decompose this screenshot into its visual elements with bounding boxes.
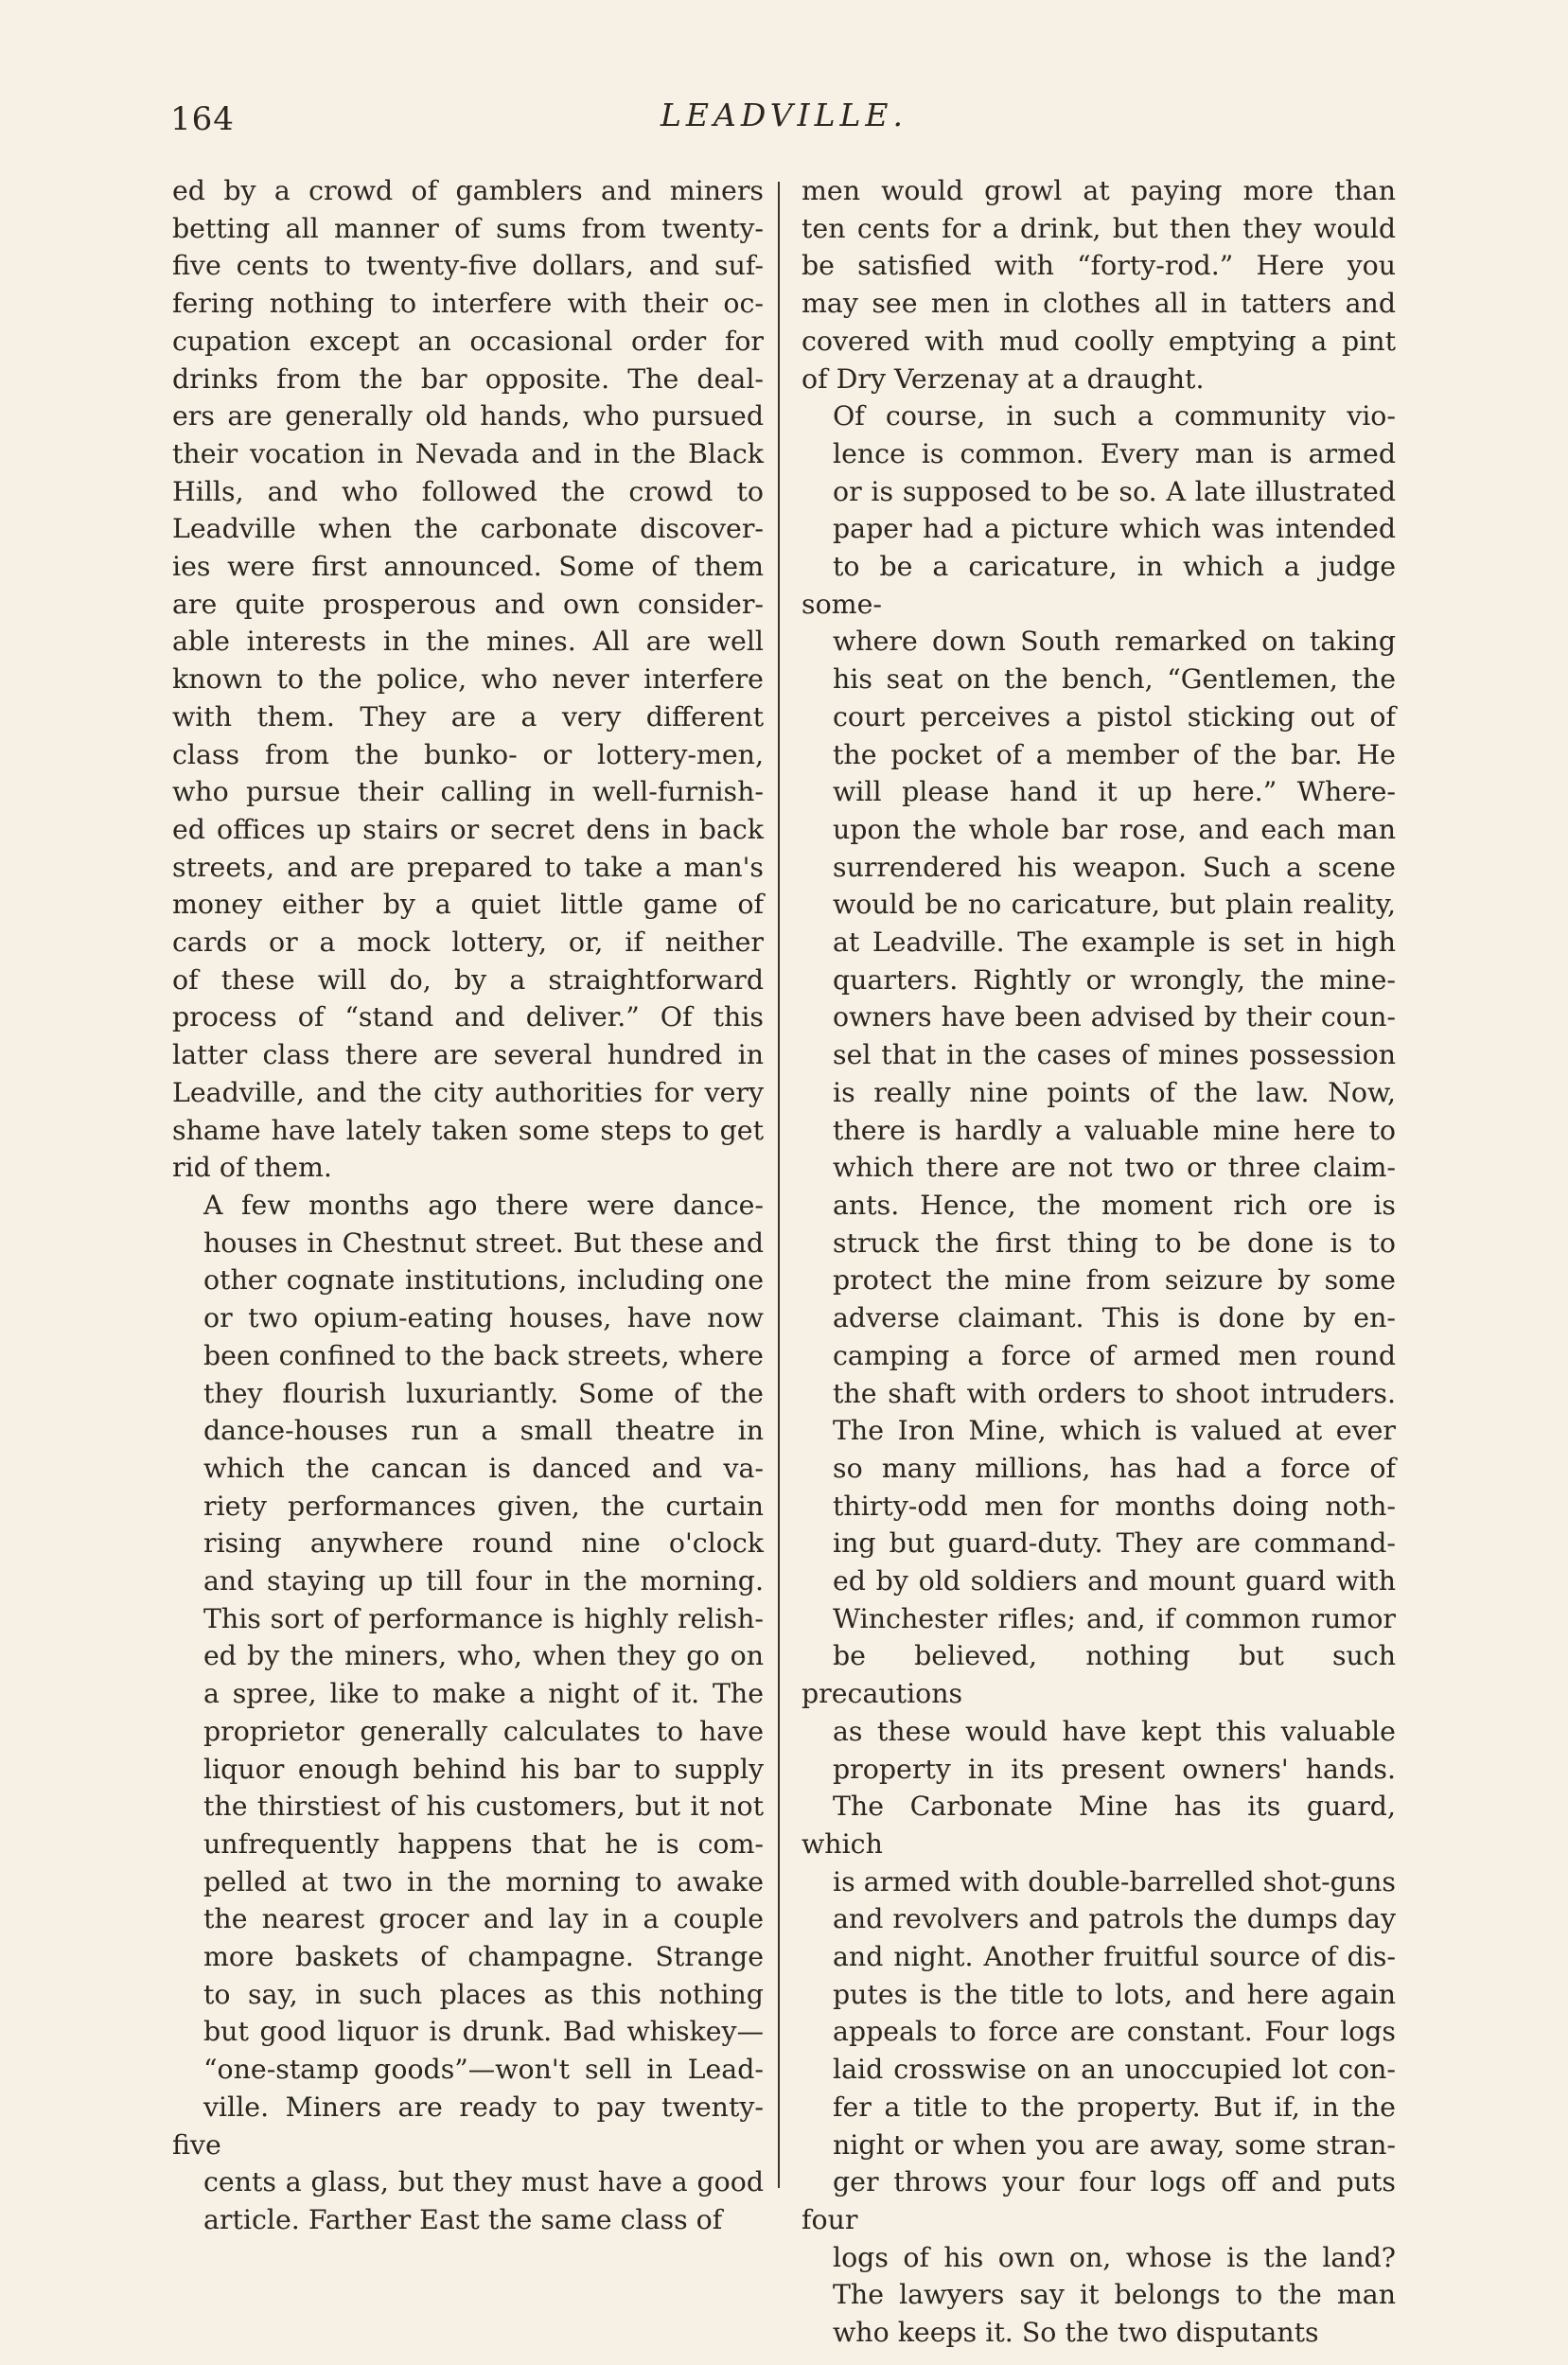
text-line: upon the whole bar rose, and each man [833,813,1396,845]
text-line: lence is common. Every man is armed [833,437,1396,469]
text-line: ants. Hence, the moment rich ore is [833,1189,1396,1221]
text-line: camping a force of armed men round [833,1339,1396,1371]
text-line: A few months ago there were dance- [203,1189,764,1221]
text-line: dance-houses run a small theatre in [203,1415,764,1447]
text-line: owners have been advised by their coun- [833,1001,1396,1033]
text-line: cupation except an occasional order for [172,325,764,357]
text-line: his seat on the bench, “Gentlemen, the [833,663,1396,696]
text-line: men would growl at paying more than [802,175,1396,206]
text-line: drinks from the bar opposite. The deal- [172,362,764,395]
text-line: which there are not two or three claim- [833,1152,1396,1184]
text-line: who pursue their calling in well-furnish- [172,776,764,808]
text-line: to be a caricature, in which a judge some- [802,551,1396,620]
text-line: covered with mud coolly emptying a pint [802,325,1396,357]
text-line: ies were first announced. Some of them [172,551,764,583]
text-line: a spree, like to make a night of it. The [203,1678,764,1710]
text-line: may see men in clothes all in tatters and [802,288,1396,320]
text-line: sel that in the cases of mines possession [833,1039,1396,1071]
text-line: ed by old soldiers and mount guard with [833,1565,1396,1597]
text-line: the shaft with orders to shoot intruders. [833,1377,1396,1409]
text-line: unfrequently happens that he is com- [203,1827,764,1860]
text-line: property in its present owners' hands. [833,1753,1396,1785]
left-column [172,172,764,2239]
right-column [802,172,1396,2352]
text-line: night or when you are away, some stran- [833,2128,1396,2161]
text-line: ger throws your four logs off and puts four [802,2166,1396,2235]
text-line: the pocket of a member of the bar. He [833,738,1396,770]
text-line: The lawyers say it belongs to the man [833,2279,1396,2311]
text-line: streets, and are prepared to take a man's [172,851,764,883]
text-line: logs of his own on, whose is the land? [833,2241,1396,2273]
text-line: be believed, nothing but such precautions [802,1640,1396,1710]
text-line: struck the first thing to be done is to [833,1227,1396,1259]
text-line: as these would have kept this valuable [833,1715,1396,1747]
text-line: more baskets of champagne. Strange [203,1941,764,1973]
text-line: “one-stamp goods”—won't sell in Lead- [203,2054,764,2086]
text-line: appeals to force are constant. Four logs [833,2016,1396,2048]
text-line: The Iron Mine, which is valued at ever [833,1415,1396,1447]
text-line: rising anywhere round nine o'clock [203,1527,764,1560]
text-line: money either by a quiet little game of [172,889,764,921]
text-line: with them. They are a very different [172,700,764,732]
text-line: ten cents for a drink, but then they would [802,212,1396,244]
text-line: Hills, and who followed the crowd to [172,475,764,507]
text-line: or two opium-eating houses, have now [203,1302,764,1334]
text-line: latter class there are several hundred in [172,1039,764,1071]
text-line: and revolvers and patrols the dumps day [833,1903,1396,1935]
paragraph [802,397,1396,2352]
text-line: quarters. Rightly or wrongly, the mine- [833,963,1396,996]
text-line: protect the mine from seizure by some [833,1264,1396,1297]
text-line: at Leadville. The example is set in high [833,927,1396,959]
paragraph [802,172,1396,397]
text-line: will please hand it up here.” Where- [833,776,1396,808]
page-number: 164 [170,100,235,138]
text-line: other cognate institutions, including one [203,1264,764,1297]
text-line: ed by the miners, who, when they go on [203,1640,764,1672]
text-line: is armed with double-barrelled shot-guns [833,1865,1396,1897]
text-line: Leadville, and the city authorities for very [172,1076,764,1108]
text-line: ed by a crowd of gamblers and miners [172,175,764,206]
text-line: ed offices up stairs or secret dens in back [172,813,764,845]
text-line: This sort of performance is highly relish- [203,1602,764,1634]
text-line: court perceives a pistol sticking out of [833,700,1396,732]
text-line: there is hardly a valuable mine here to [833,1114,1396,1146]
text-line: cents a glass, but they must have a good [203,2166,764,2198]
text-line: laid crosswise on an unoccupied lot con- [833,2054,1396,2086]
text-line: able interests in the mines. All are well [172,626,764,658]
text-line: proprietor generally calculates to have [203,1715,764,1747]
text-line: article. Farther East the same class of [203,2203,723,2235]
text-line: class from the bunko- or lottery-men, [172,738,764,770]
text-line: and staying up till four in the morning. [203,1565,764,1597]
column-divider [778,182,780,2188]
running-title: LEADVILLE. [661,97,907,133]
text-line: cards or a mock lottery, or, if neither [172,927,764,959]
text-line: fer a title to the property. But if, in the [833,2091,1396,2123]
text-line: ers are generally old hands, who pursued [172,400,764,432]
text-line: been confined to the back streets, where [203,1339,764,1371]
text-line: paper had a picture which was intended [833,513,1396,545]
text-line: be satisfied with “forty-rod.” Here you [802,250,1396,282]
text-line: they flourish luxuriantly. Some of the [203,1377,764,1409]
text-line: Winchester rifles; and, if common rumor [833,1602,1396,1634]
text-line: ing but guard-duty. They are command- [833,1527,1396,1560]
text-line: Of course, in such a community vio- [833,400,1396,432]
text-line: five cents to twenty-five dollars, and suf- [172,250,764,282]
text-line: process of “stand and deliver.” Of this [172,1001,764,1033]
text-line: to say, in such places as this nothing [203,1978,764,2010]
text-line: surrendered his weapon. Such a scene [833,851,1396,883]
text-line: shame have lately taken some steps to get [172,1114,764,1146]
text-line: Leadville when the carbonate discover- [172,513,764,545]
text-line: are quite prosperous and own consider- [172,588,764,620]
text-line: of Dry Verzenay at a draught. [802,362,1205,395]
text-line: so many millions, has had a force of [833,1452,1396,1484]
text-line: ville. Miners are ready to pay twenty-five [172,2091,764,2161]
paragraph [172,172,764,1187]
text-line: adverse claimant. This is done by en- [833,1302,1396,1334]
text-line: rid of them. [172,1152,332,1184]
text-line: would be no caricature, but plain reality, [833,889,1396,921]
text-line: and night. Another fruitful source of dis- [833,1941,1396,1973]
text-line: houses in Chestnut street. But these and [203,1227,764,1259]
text-line: who keeps it. So the two disputants [833,2317,1319,2349]
text-line: liquor enough behind his bar to supply [203,1753,764,1785]
text-line: betting all manner of sums from twenty- [172,212,764,244]
text-line: thirty-odd men for months doing noth- [833,1490,1396,1522]
text-line: The Carbonate Mine has its guard, which [802,1791,1396,1860]
text-line: is really nine points of the law. Now, [833,1076,1396,1108]
text-line: which the cancan is danced and va- [203,1452,764,1484]
text-line: of these will do, by a straightforward [172,963,764,996]
text-line: pelled at two in the morning to awake [203,1865,764,1897]
text-line: the thirstiest of his customers, but it not [203,1791,764,1823]
text-line: fering nothing to interfere with their oc- [172,288,764,320]
paragraph [172,1187,764,2239]
text-line: the nearest grocer and lay in a couple [203,1903,764,1935]
text-line: but good liquor is drunk. Bad whiskey— [203,2016,764,2048]
text-line: riety performances given, the curtain [203,1490,764,1522]
text-line: known to the police, who never interfere [172,663,764,696]
text-line: or is supposed to be so. A late illustrated [833,475,1396,507]
text-line: their vocation in Nevada and in the Black [172,437,764,469]
text-line: putes is the title to lots, and here again [833,1978,1396,2010]
text-line: where down South remarked on taking [833,626,1396,658]
